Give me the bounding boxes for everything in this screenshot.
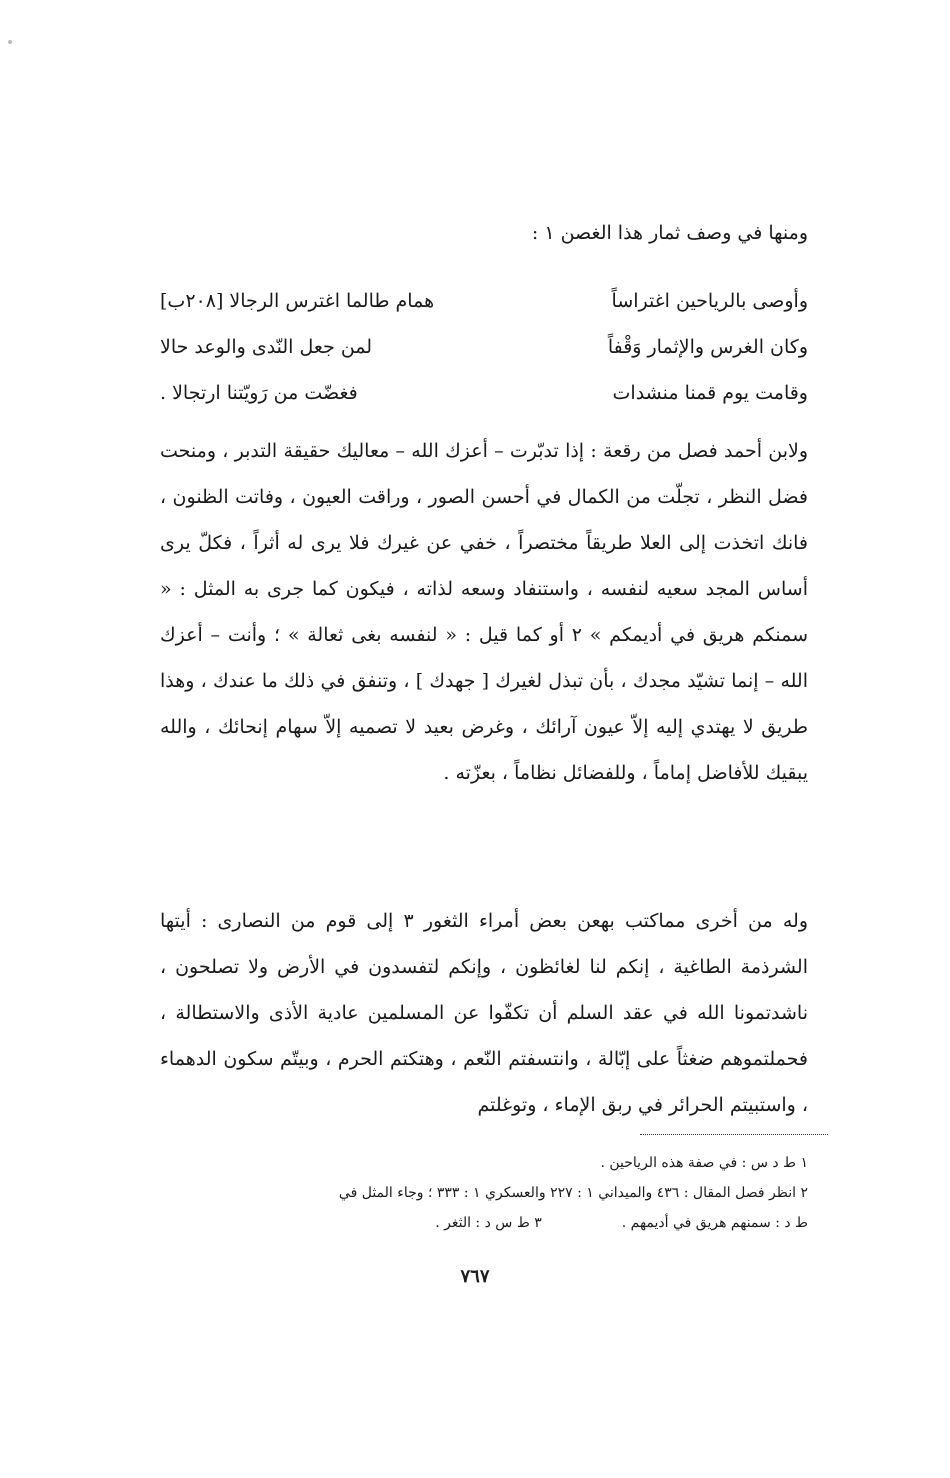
intro-line (160, 218, 808, 248)
footnote-2-continuation: ط د : سمنهم هريق في أديمهم . (621, 1215, 808, 1231)
verse-1 (160, 278, 808, 324)
paragraph-text: وله من أخرى مماكتب بهعن بعض أمراء الثغور ٣ إلى قوم من النصارى : أيتها الشرذمة الطاغية ، إنكم لنا لغائظون ، وإنكم لتفسدون في الأرض ولا تصلحون ، ناشدتمونا الله في عقد السلم أن تكفّوا عن المسلمين عادية الأذى والاستطالة ، فحملتموهم ضغثاً على إبّالة ، وانتسفتم النّعم ، وهتكتم الحرم ، وبيتّم سكون الدهماء ، واستبيتم الحرائر في ربق الإماء ، وتوغلتم (160, 910, 808, 1116)
paragraph-text: ولابن أحمد فصل من رقعة : إذا تدبّرت – أعزك الله – معاليك حقيقة التدبر ، ومنحت فضل النظر ، تجلّت من الكمال في أحسن الصور ، وراقت العيون ، وفاتت الظنون ، فانك اتخذت إلى العلا طريقاً مختصراً ، خفي عن غيرك فلا يرى له أثراً ، فكلّ يرى أساس المجد سعيه لنفسه ، واستنفاد وسعه لذاته ، فيكون كما جرى به المثل : « سمنكم هريق في أديمكم » ٢ أو كما قيل : « لنفسه بغى ثعالة » ؛ وأنت – أعزك الله – إنما تشيّد مجدك ، بأن تبذل لغيرك [ جهدك ] ، وتنفق في ذلك ما عندك ، وهذا طريق لا يهتدي إليه إلاّ عيون آرائك ، وغرض بعيد لا تصميه إلاّ سهام إنحائك ، والله يبقيك للأفاضل إماماً ، وللفضائل نظاماً ، بعزّته . (160, 440, 808, 784)
verse-2 (160, 324, 808, 370)
page-number: ٧٦٧ (460, 1266, 490, 1287)
verse-hemistich-first: وكان الغرس والإثمار وَقْفاً (607, 336, 808, 358)
paragraph-ibn-ahmad (160, 428, 808, 796)
footnote-row (160, 1208, 808, 1238)
scan-speck (8, 40, 12, 44)
footnote-divider (640, 1134, 828, 1135)
verse-hemistich-second: لمن جعل النّدى والوعد حالا (160, 336, 373, 358)
verse-hemistich-first: وقامت يوم قمنا منشدات (612, 382, 808, 404)
footnote-3: ٣ ط س د : الثغر . (435, 1215, 542, 1231)
paragraph-letter (160, 898, 808, 1128)
footnotes (160, 1148, 808, 1238)
verse-hemistich-second: فغضّت من رَويّتنا ارتجالا . (160, 382, 358, 404)
poem-verses (160, 278, 808, 416)
verse-3 (160, 370, 808, 416)
footnote-1: ١ ط د س : في صفة هذه الرياحين . (600, 1155, 808, 1171)
intro-text: ومنها في وصف ثمار هذا الغصن ١ : (531, 222, 808, 244)
footnote-2: ٢ انظر فصل المقال : ٤٣٦ والميداني ١ : ٢٢٧ والعسكري ١ : ٣٣٣ ؛ وجاء المثل في (338, 1185, 808, 1201)
verse-hemistich-second: همام طالما اغترس الرجالا [٢٠٨ب] (160, 290, 435, 312)
verse-hemistich-first: وأوصى بالرياحين اغتراساً (611, 290, 808, 312)
